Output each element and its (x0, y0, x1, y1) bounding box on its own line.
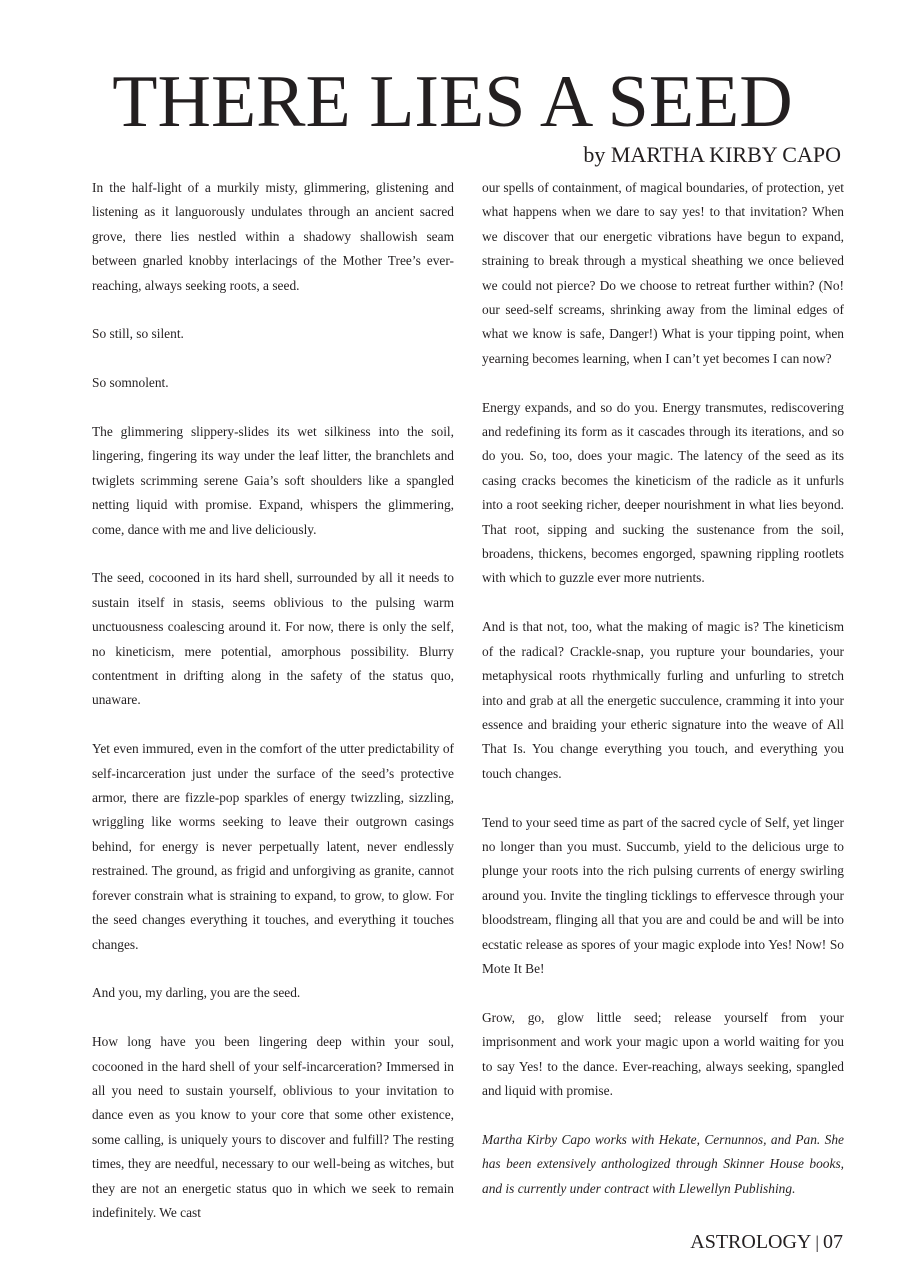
author-bio: Martha Kirby Capo works with Hekate, Cernunnos, and Pan. She has been extensively anthologized through Skinner House books, and is currently under contract with Llewellyn Publishing. (482, 1131, 844, 1196)
paragraph: How long have you been lingering deep within your soul, cocooned in the hard shell of your self-incarceration? Immersed in all you need to sustain yourself, oblivious to your invitation to dance even as you know to your core that some other existence, some calling, is uniquely yours to discover and fulfill? The resting times, they are needful, necessary to our well-being as witches, but they are not an energetic status quo in which we seek to remain indefinitely. We cast (92, 1034, 454, 1220)
paragraph: Tend to your seed time as part of the sacred cycle of Self, yet linger no longer than you must. Succumb, yield to the delicious urge to plunge your roots into the rich pulsing currents of energy swirling around you. Invite the tingling ticklings to effervesce through your bloodstream, flinging all that you are and could be and will be into ecstatic release as spores of your magic explode into Yes! Now! So Mote It Be! (482, 814, 844, 976)
page-number: 07 (823, 1231, 843, 1253)
paragraph: So somnolent. (92, 375, 169, 391)
paragraph: The seed, cocooned in its hard shell, surrounded by all it needs to sustain itself in stasis, seems oblivious to the pulsing warm unctuousness coalescing around it. For now, there is only the self, no kineticism, mere potential, amorphous possibility. Blurry contentment in drifting along in the safety of the status quo, unaware. (92, 570, 454, 708)
page-footer (690, 1228, 843, 1256)
paragraph: our spells of containment, of magical boundaries, of protection, yet what happens when we dare to say yes! to that invitation? When we discover that our energetic vibrations have begun to expand, straining to break through a mystical sheathing we once believed we could not pierce? Do we choose to retreat further within? (No! our seed-self screams, shrinking away from the liminal edges of what we know is safe, Danger!) What is your tipping point, when yearning becomes learning, when I can’t yet becomes I can now? (482, 180, 844, 366)
paragraph: And is that not, too, what the making of magic is? The kineticism of the radical? Crackle-snap, you rupture your boundaries, your metaphysical roots rhythmically furling and unfurling to stretch into and grab at all the energetic succulence, cramming it into your essence and braiding your etheric signature into the weave of All That Is. You change everything you touch, and everything you touch changes. (482, 619, 844, 781)
right-column (482, 176, 844, 1201)
paragraph: So still, so silent. (92, 326, 184, 342)
paragraph: Yet even immured, even in the comfort of the utter predictability of self-incarceration just under the surface of the seed’s protective armor, there are fizzle-pop sparkles of energy twizzling, sizzling, wriggling like worms seeking to leave their outgrown casings behind, for energy is never perpetually latent, never endlessly restrained. The ground, as frigid and unforgiving as granite, cannot forever constrain what is straining to expand, to grow, to glow. For the seed changes everything it touches, and everything it touches changes. (92, 741, 454, 952)
paragraph: Energy expands, and so do you. Energy transmutes, rediscovering and redefining its form as it cascades through its iterations, and so do you. So, too, does your magic. The latency of the seed as its casing cracks becomes the kineticism of the radicle as it unfurls into a root seeking richer, deeper nourishment in what lies beyond. That root, sipping and sucking the sustenance from the soil, broadens, thickens, becomes engorged, spawning rippling rootlets with which to guzzle ever more nutrients. (482, 399, 844, 586)
section-name: ASTROLOGY (690, 1231, 812, 1253)
paragraph: The glimmering slippery-slides its wet silkiness into the soil, lingering, fingering its way under the leaf litter, the branchlets and twiglets scrimming serene Gaia’s soft shoulders like a spangled netting liquid with promise. Expand, whispers the glimmering, come, dance with me and live deliciously. (92, 424, 454, 537)
left-column (92, 176, 454, 1225)
paragraph: In the half-light of a murkily misty, glimmering, glistening and listening as it languorously undulates through an ancient sacred grove, there lies nestled within a shadowy shallowish seam between gnarled knobby interlacings of the Mother Tree’s ever-reaching, always seeking roots, a seed. (92, 180, 454, 293)
paragraph: Grow, go, glow little seed; release yourself from your imprisonment and work your magic upon a world waiting for you to say Yes! to the dance. Ever-reaching, always seeking, spangled and liquid with promise. (482, 1009, 844, 1098)
article-title: THERE LIES A SEED (112, 61, 793, 143)
paragraph: And you, my darling, you are the seed. (92, 985, 301, 1001)
footer-separator: | (815, 1232, 819, 1252)
author-byline: by MARTHA KIRBY CAPO (583, 142, 841, 167)
